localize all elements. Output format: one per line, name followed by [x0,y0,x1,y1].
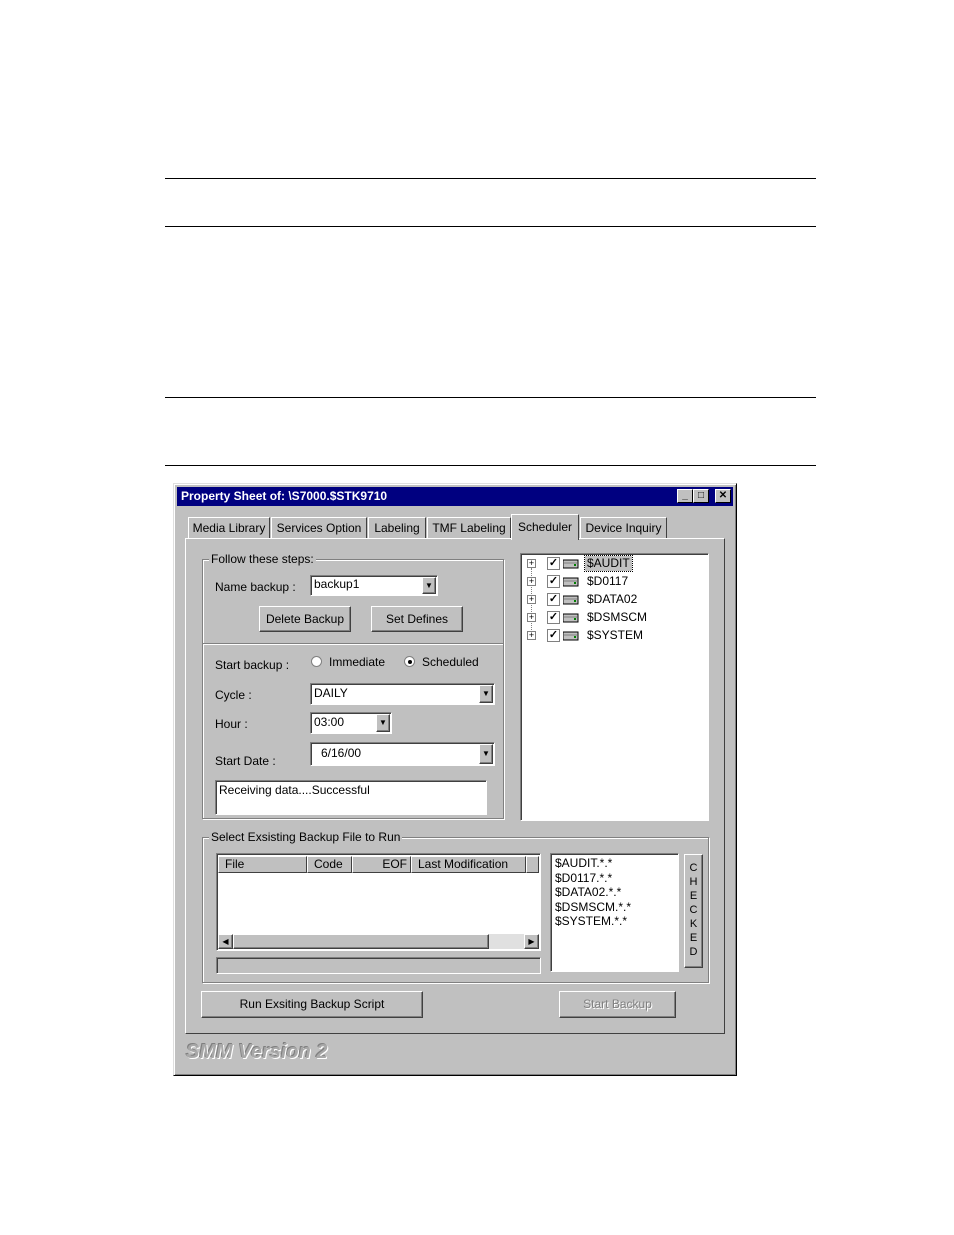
tab-label: Labeling [374,521,420,535]
tab-label: TMF Labeling [432,521,506,535]
expand-icon[interactable]: + [528,594,535,604]
chevron-down-icon[interactable]: ▼ [479,744,493,764]
scheduled-label: Scheduled [422,655,479,669]
column-header-code[interactable] [307,856,352,873]
name-backup-combo[interactable] [310,575,438,596]
scroll-right-icon[interactable]: ▶ [524,934,539,949]
checked-file-item[interactable]: $SYSTEM.*.* [555,914,628,928]
tree-item-audit[interactable] [525,555,645,573]
tree-item-system[interactable] [525,627,645,645]
run-existing-backup-script-button[interactable] [201,991,423,1018]
immediate-label: Immediate [329,655,386,669]
expand-icon[interactable]: + [528,630,535,640]
hour-label: Hour : [215,717,248,731]
set-defines-label: Set Defines [385,612,449,626]
steps-legend: Follow these steps: [211,552,314,566]
tab-tmf-labeling[interactable] [427,517,511,539]
start-date-label: Start Date : [215,754,276,768]
checkbox-checked-icon[interactable]: ✓ [548,575,559,587]
tab-services-option[interactable] [271,517,367,539]
tree-label: $D0117 [587,574,629,588]
tab-label: Device Inquiry [585,521,662,535]
column-header-last-modification[interactable] [411,856,526,873]
checked-letter: C [689,904,698,916]
start-date-value: 6/16/00 [321,746,362,760]
checked-file-item[interactable]: $DSMSCM.*.* [555,899,632,914]
checked-files-list[interactable] [550,853,679,972]
checked-file-item[interactable]: $DATA02.*.* [555,885,622,899]
radio-selected-dot [408,660,412,664]
column-header-file[interactable] [218,856,307,873]
status-box [215,780,487,815]
checked-vertical-button[interactable] [684,854,703,968]
checkbox-checked-icon[interactable]: ✓ [548,557,559,569]
drive-icon [563,612,579,623]
checked-letter: C [689,862,698,874]
status-text: Receiving data....Successful [219,783,370,797]
chevron-down-icon[interactable]: ▼ [422,577,436,594]
expand-icon[interactable]: + [528,576,535,586]
version-label: SMM Version 2 [186,1041,328,1063]
checked-letter: D [689,946,698,958]
tab-device-inquiry[interactable] [580,517,667,539]
checkbox-checked-icon[interactable]: ✓ [548,593,559,605]
tab-label: Media Library [192,521,266,535]
cycle-label: Cycle : [215,688,252,702]
tree-item-d0117[interactable] [525,573,645,591]
tab-scheduler[interactable] [511,514,579,540]
tree-label: $AUDIT [587,556,630,570]
figure-rule-bottom [165,465,816,466]
column-label: File [225,857,245,871]
start-backup-label: Start Backup [583,997,652,1011]
run-existing-backup-label: Run Exsiting Backup Script [239,997,385,1011]
delete-backup-button[interactable] [259,606,351,632]
start-backup-button[interactable] [559,991,676,1018]
checked-letter: E [689,890,698,902]
cycle-value: DAILY [314,686,348,700]
checked-file-item[interactable]: $D0117.*.* [555,870,613,885]
start-backup-label: Start backup : [215,658,290,672]
hour-select[interactable] [310,712,392,734]
chevron-down-icon[interactable]: ▼ [376,714,390,732]
tab-label: Services Option [276,521,362,535]
set-defines-button[interactable] [371,606,463,632]
scheduled-radio[interactable] [404,656,415,667]
tab-labeling[interactable] [368,517,426,539]
scroll-thumb[interactable] [233,934,489,949]
checkbox-checked-icon[interactable]: ✓ [548,629,559,641]
drive-icon [563,594,579,605]
header-rule-bottom [165,226,816,227]
column-label: Last Modification [418,857,509,871]
checked-file-item[interactable]: $AUDIT.*.* [555,856,613,870]
header-rule-top [165,178,816,179]
horizontal-scrollbar[interactable] [218,934,539,949]
existing-backup-legend: Select Exsisting Backup File to Run [211,830,401,844]
steps-divider [203,643,503,644]
name-backup-value: backup1 [314,577,360,591]
immediate-radio[interactable] [311,656,322,667]
chevron-down-icon[interactable]: ▼ [479,685,493,703]
name-backup-label: Name backup : [215,580,296,594]
expand-icon[interactable]: + [528,612,535,622]
tab-label: Scheduler [517,520,573,534]
title-bar [177,487,733,506]
tree-label: $SYSTEM [587,628,644,642]
tab-media-library[interactable] [188,517,270,539]
checked-letter: K [689,918,698,930]
column-header-extra[interactable] [526,856,539,873]
tree-item-dsmscm[interactable] [525,609,648,627]
checkbox-checked-icon[interactable]: ✓ [548,611,559,623]
start-date-picker[interactable] [310,742,495,766]
tree-label: $DSMSCM [587,610,648,624]
tree-item-data02[interactable] [525,591,645,609]
column-label: EOF [382,857,407,871]
expand-icon[interactable]: + [528,558,535,568]
maximize-icon[interactable]: □ [693,489,709,503]
delete-backup-label: Delete Backup [265,612,345,626]
figure-rule-top [165,397,816,398]
cycle-select[interactable] [310,683,495,705]
checked-letter: H [689,876,698,888]
drive-icon [563,630,579,641]
column-header-eof[interactable] [352,856,411,873]
progress-bar [216,957,541,974]
tree-label: $DATA02 [587,592,638,606]
drive-icon [563,576,579,587]
close-icon[interactable]: ✕ [715,489,731,503]
checked-letter: E [689,932,698,944]
scroll-left-icon[interactable]: ◀ [218,934,233,949]
hour-value: 03:00 [314,715,345,729]
column-label: Code [314,857,343,871]
drive-icon [563,558,579,569]
window-title: Property Sheet of: \S7000.$STK9710 [181,489,388,503]
minimize-icon[interactable]: _ [677,489,693,503]
